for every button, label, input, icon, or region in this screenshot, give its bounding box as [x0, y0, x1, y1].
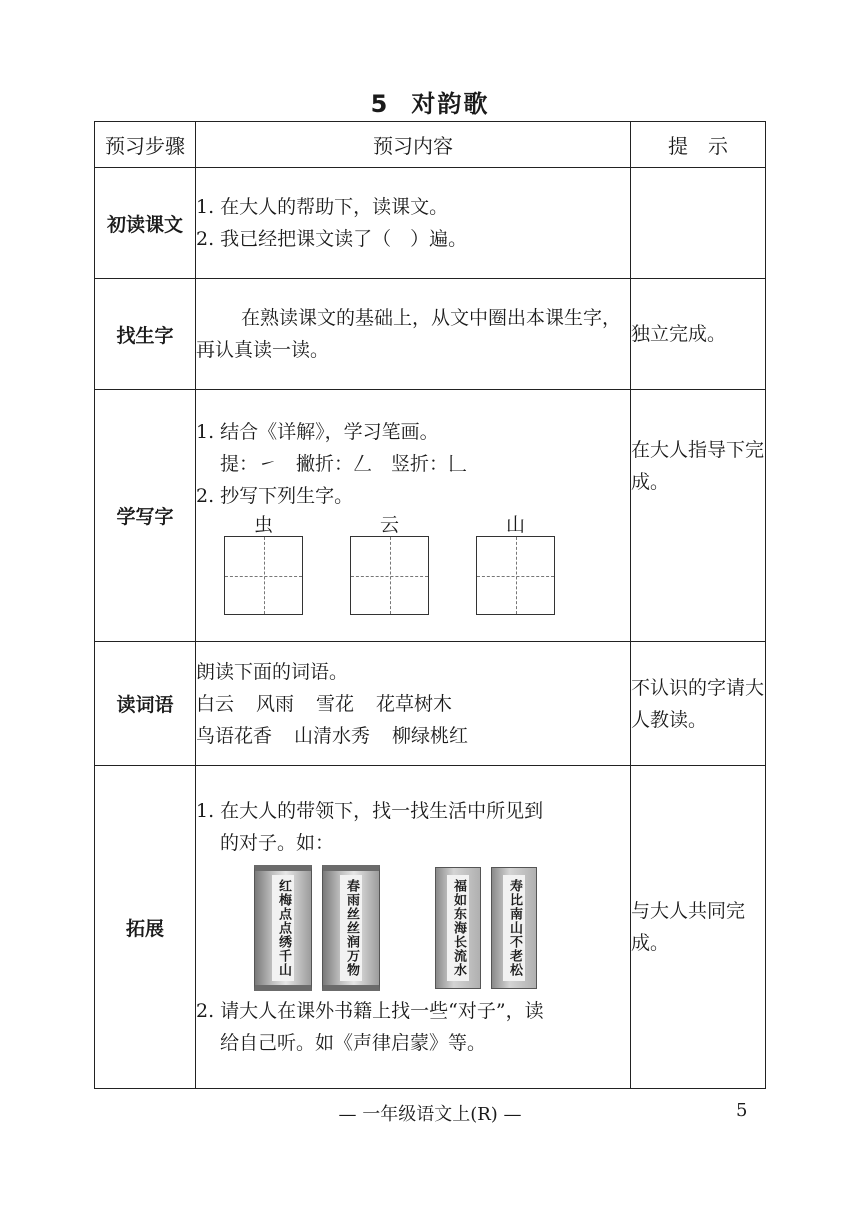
row-find-characters	[95, 279, 766, 390]
hint-cell: 在大人指导下完成。	[631, 390, 766, 642]
writing-grid-box[interactable]	[476, 536, 555, 615]
hint-cell: 独立完成。	[631, 279, 766, 390]
content-line: 2. 我已经把课文读了（ ）遍。	[196, 228, 468, 250]
step-cell: 拓展	[95, 766, 196, 1089]
couplet-scroll	[254, 865, 312, 991]
couplet-examples	[254, 861, 630, 995]
content-paragraph: 在熟读课文的基础上，从文中圈出本课生字，再认真读一读。	[196, 307, 622, 361]
couplet-text: 寿比南山不老松	[503, 875, 525, 981]
lesson-number: 5	[370, 90, 390, 118]
row-write-characters	[95, 390, 766, 642]
couplet-text: 红梅点点绣千山	[272, 875, 294, 981]
grid-character: 山	[505, 514, 525, 536]
content-line: 2. 抄写下列生字。	[196, 485, 354, 507]
word: 山清水秀	[294, 724, 371, 747]
writing-grid-box[interactable]	[350, 536, 429, 615]
content-line: 1. 在大人的帮助下，读课文。	[196, 196, 449, 218]
lesson-title: 对韵歌	[411, 90, 490, 118]
grid-item	[476, 514, 555, 615]
word: 白云	[196, 692, 235, 715]
step-cell: 找生字	[95, 279, 196, 390]
content-cell	[196, 279, 631, 390]
couplet-scroll	[322, 865, 380, 991]
preview-table	[94, 121, 766, 1089]
word-line	[196, 688, 630, 720]
word: 雪花	[316, 692, 355, 715]
page-footer: — 一年级语文上(R) —	[338, 1104, 522, 1125]
word: 风雨	[256, 692, 295, 715]
hint-cell	[631, 168, 766, 279]
content-cell	[196, 642, 631, 766]
word-line	[196, 720, 630, 752]
couplet-pair	[435, 867, 537, 989]
content-cell	[196, 168, 631, 279]
grid-item	[224, 514, 303, 615]
content-line: 朗读下面的词语。	[196, 660, 349, 683]
header-step: 预习步骤	[95, 122, 196, 168]
header-row	[95, 122, 766, 168]
content-line: 1. 结合《详解》，学习笔画。	[196, 421, 439, 443]
couplet-text: 福如东海长流水	[447, 875, 469, 981]
strokes-line: 提：㇀ 撇折：𠃋 竖折：𠃊	[220, 453, 468, 475]
word: 花草树木	[376, 692, 453, 715]
page-title	[0, 84, 860, 119]
content-line: 2. 请大人在课外书籍上找一些“对子”，读	[196, 1000, 544, 1022]
grid-character: 云	[379, 514, 399, 536]
hint-cell: 与大人共同完成。	[631, 766, 766, 1089]
content-line: 的对子。如：	[220, 832, 335, 854]
writing-grid-box[interactable]	[224, 536, 303, 615]
step-cell: 初读课文	[95, 168, 196, 279]
couplet-pair	[254, 865, 380, 991]
writing-grids	[196, 514, 630, 615]
page-number: 5	[736, 1100, 748, 1121]
word: 柳绿桃红	[392, 724, 469, 747]
content-cell	[196, 766, 631, 1089]
row-read-words	[95, 642, 766, 766]
couplet-scroll	[435, 867, 481, 989]
content-line: 1. 在大人的带领下，找一找生活中所见到	[196, 800, 544, 822]
grid-character: 虫	[253, 514, 273, 536]
header-content: 预习内容	[196, 122, 631, 168]
grid-item	[350, 514, 429, 615]
row-extension	[95, 766, 766, 1089]
header-hint: 提 示	[631, 122, 766, 168]
hint-cell: 不认识的字请大人教读。	[631, 642, 766, 766]
row-first-reading	[95, 168, 766, 279]
word: 鸟语花香	[196, 724, 273, 747]
couplet-text: 春雨丝丝润万物	[340, 875, 362, 981]
content-cell	[196, 390, 631, 642]
step-cell: 学写字	[95, 390, 196, 642]
step-cell: 读词语	[95, 642, 196, 766]
content-line: 给自己听。如《声律启蒙》等。	[220, 1032, 487, 1054]
couplet-scroll	[491, 867, 537, 989]
